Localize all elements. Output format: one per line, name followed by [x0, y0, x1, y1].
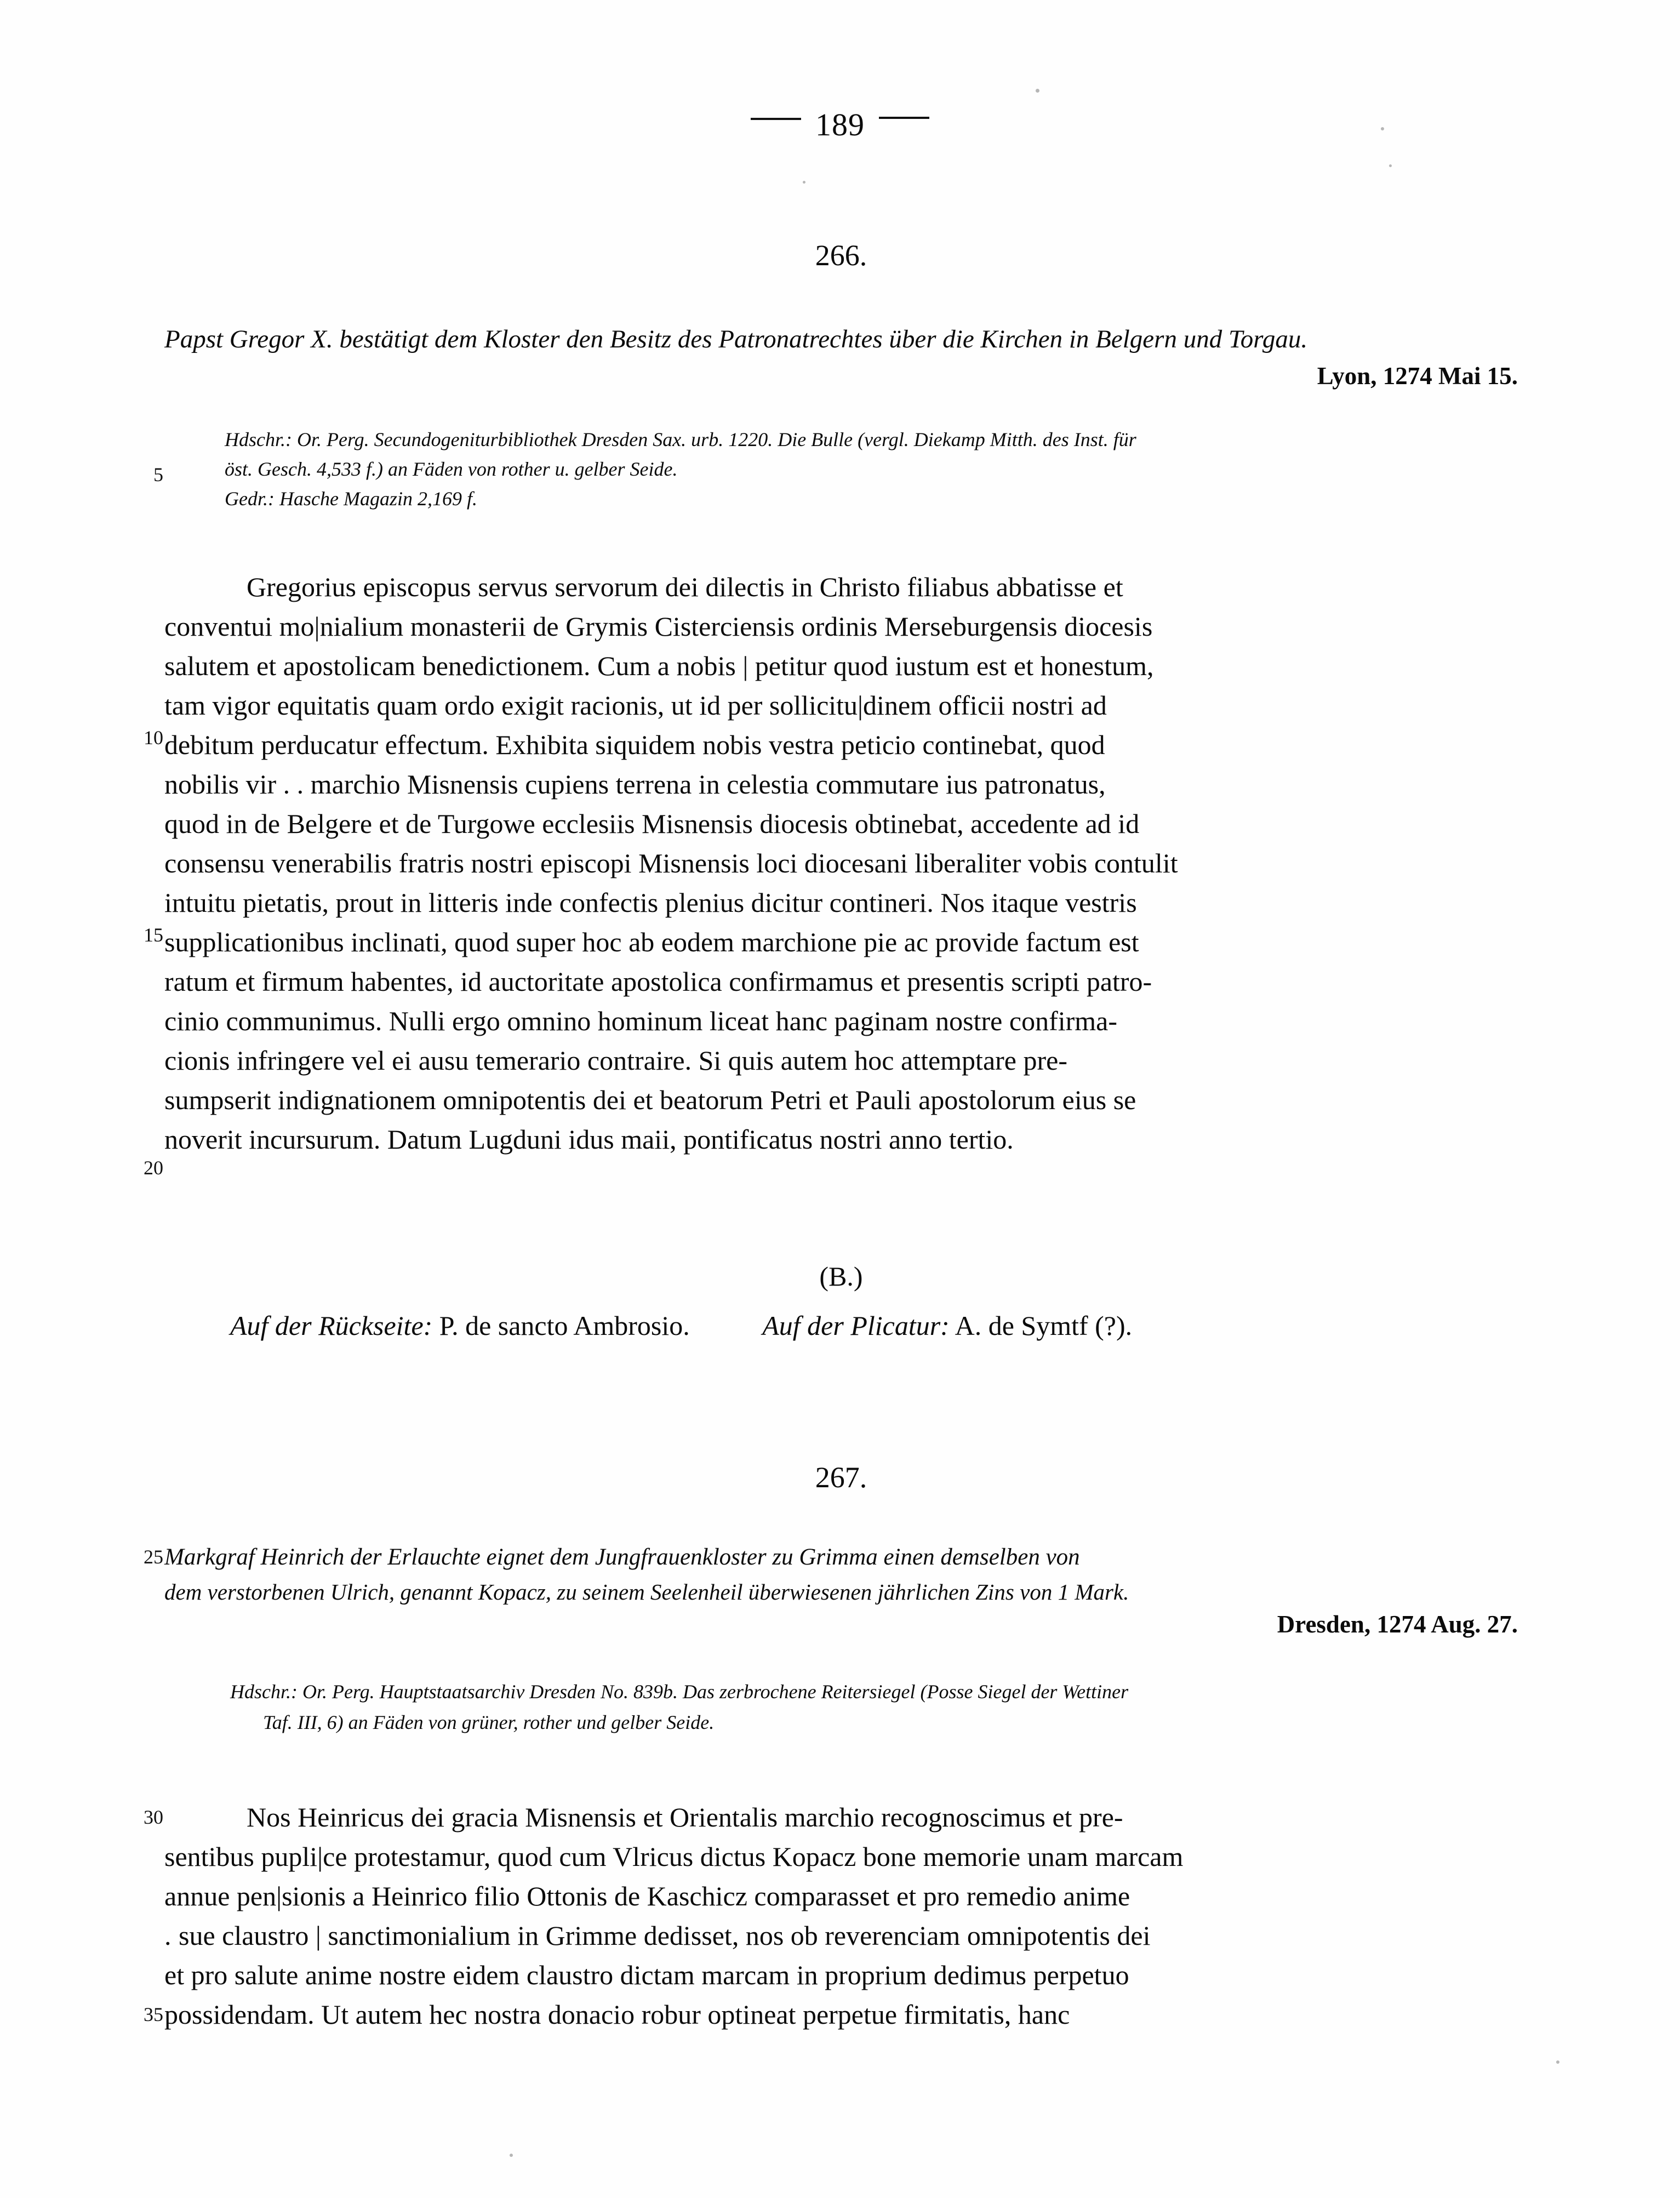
source-266-line3: Gedr.: Hasche Magazin 2,169 f.	[225, 488, 477, 510]
body-266-line-9: intuitu pietatis, prout in litteris inde confectis plenius dicitur contineri. Nos itaque vestris	[164, 887, 1137, 918]
source-note-266	[225, 425, 1578, 513]
source-266-line1: Hdschr.: Or. Perg. Secundogeniturbibliothek Dresden Sax. urb. 1220. Die Bulle (vergl. Diekamp Mitth. des Inst. für	[225, 429, 1136, 450]
body-267-line-4-text: sue claustro | sanctimonialium in Grimme dedisset, nos ob reverenciam omnipotentis dei	[179, 1920, 1151, 1951]
scan-speck	[1556, 2060, 1559, 2064]
body-266-line-15: noverit incursurum. Datum Lugduni idus maii, pontificatus nostri anno tertio.	[164, 1124, 1014, 1155]
line-number-5: 5	[153, 464, 163, 486]
body-266	[164, 567, 1518, 1159]
body-266-line-2: conventui mo|nialium monasterii de Grymis Cisterciensis ordinis Merseburgensis diocesis	[164, 611, 1153, 642]
body-267-line-1-text: Nos Heinricus dei gracia Misnensis et Orientalis marchio recognoscimus et pre-	[247, 1802, 1123, 1832]
body-267	[164, 1797, 1518, 2034]
source-266-line2: öst. Gesch. 4,533 f.) an Fäden von rother u. gelber Seide.	[225, 458, 678, 480]
place-date-267	[164, 1610, 1518, 1638]
regest-266	[164, 321, 1518, 358]
verso-label-2: Auf der Plicatur:	[762, 1310, 950, 1341]
line-number-25: 25	[144, 1546, 163, 1568]
source-267-line2: Taf. III, 6) an Fäden von grüner, rother und gelber Seide.	[263, 1711, 715, 1733]
body-266-line-7: quod in de Belgere et de Turgowe ecclesiis Misnensis diocesis obtinebat, accedente ad id	[164, 808, 1140, 839]
signature-266: (B.)	[819, 1261, 863, 1292]
body-266-line-3: salutem et apostolicam benedictionem. Cum a nobis | petitur quod iustum est et honestum,	[164, 650, 1154, 681]
verso-text-1: P. de sancto Ambrosio.	[439, 1310, 690, 1341]
body-266-line-12: cinio communimus. Nulli ergo omnino hominum liceat hanc paginam nostre confirma-	[164, 1006, 1117, 1036]
source-note-267	[230, 1677, 1584, 1738]
verso-text-2: A. de Symtf (?).	[955, 1310, 1133, 1341]
body-267-line-4: . sue claustro | sanctimonialium in Grimme dedisset, nos ob reverenciam omnipotentis dei	[164, 1920, 1151, 1951]
line-number-35: 35	[144, 2003, 163, 2025]
page-number: 189	[815, 106, 865, 142]
scan-speck	[803, 181, 805, 184]
body-267-line-1	[164, 1797, 1518, 1837]
verso-notes-266	[164, 1310, 1518, 1341]
body-267-line-2: sentibus pupli|ce protestamur, quod cum Vlricus dictus Kopacz bone memorie unam marcam	[164, 1841, 1184, 1872]
page-header	[0, 104, 1680, 143]
regest-267-line2: dem verstorbenen Ulrich, genannt Kopacz, zu seinem Seelenheil überwiesenen jährlichen Zins von 1 Mark.	[164, 1579, 1129, 1605]
line-number-15: 15	[144, 924, 163, 946]
line-number-10: 10	[144, 727, 163, 749]
place-date-267-text: Dresden, 1274 Aug. 27.	[1277, 1611, 1518, 1638]
body-266-line-11: ratum et firmum habentes, id auctoritate apostolica confirmamus et presentis scripti patro-	[164, 966, 1152, 997]
body-266-line-6: nobilis vir . . marchio Misnensis cupiens terrena in celestia commutare ius patronatus,	[164, 769, 1106, 800]
header-rule-right	[879, 117, 929, 121]
document-number-267: 267.	[815, 1461, 867, 1494]
scan-speck	[1036, 89, 1039, 93]
verso-label-1: Auf der Rückseite:	[230, 1310, 433, 1341]
body-266-line-5: debitum perducatur effectum. Exhibita siquidem nobis vestra peticio continebat, quod	[164, 729, 1105, 760]
body-267-line-3: annue pen|sionis a Heinrico filio Ottonis de Kaschicz comparasset et pro remedio anime	[164, 1881, 1130, 1911]
line-number-20: 20	[144, 1157, 163, 1179]
header-rule-left	[751, 118, 801, 120]
place-date-266-text: Lyon, 1274 Mai 15.	[1317, 362, 1518, 390]
regest-266-text: Papst Gregor X. bestätigt dem Kloster den Besitz des Patronatrechtes über die Kirchen in Belgern und Torgau.	[164, 325, 1308, 353]
body-267-line-6: possidendam. Ut autem hec nostra donacio robur optineat perpetue firmitatis, hanc	[164, 1999, 1070, 2030]
body-266-line-8: consensu venerabilis fratris nostri episcopi Misnensis loci diocesani liberaliter vobis contulit	[164, 848, 1178, 878]
scan-speck	[510, 2154, 513, 2157]
scan-speck	[1389, 164, 1392, 167]
body-266-line-10: supplicationibus inclinati, quod super hoc ab eodem marchione pie ac provide factum est	[164, 927, 1139, 957]
body-266-line-1	[164, 567, 1518, 607]
body-266-line-14: sumpserit indignationem omnipotentis dei et beatorum Petri et Pauli apostolorum eius se	[164, 1084, 1136, 1115]
body-267-line-5: et pro salute anime nostre eidem claustro dictam marcam in proprium dedimus perpetuo	[164, 1960, 1129, 1990]
line-number-30: 30	[144, 1806, 163, 1828]
body-266-line-1-text: Gregorius episcopus servus servorum dei dilectis in Christo filiabus abbatisse et	[247, 572, 1123, 602]
place-date-266	[164, 362, 1518, 390]
body-266-line-4: tam vigor equitatis quam ordo exigit racionis, ut id per sollicitu|dinem officii nostri ad	[164, 690, 1107, 721]
regest-267-line1: Markgraf Heinrich der Erlauchte eignet dem Jungfrauenkloster zu Grimma einen demselben von	[164, 1544, 1080, 1570]
regest-267	[164, 1540, 1518, 1609]
body-266-line-13: cionis infringere vel ei ausu temerario contraire. Si quis autem hoc attemptare pre-	[164, 1045, 1067, 1076]
source-267-line1: Hdschr.: Or. Perg. Hauptstaatsarchiv Dresden No. 839b. Das zerbrochene Reitersiegel (Posse Siegel der Wettiner	[230, 1681, 1129, 1703]
document-number-266: 266.	[815, 239, 867, 272]
